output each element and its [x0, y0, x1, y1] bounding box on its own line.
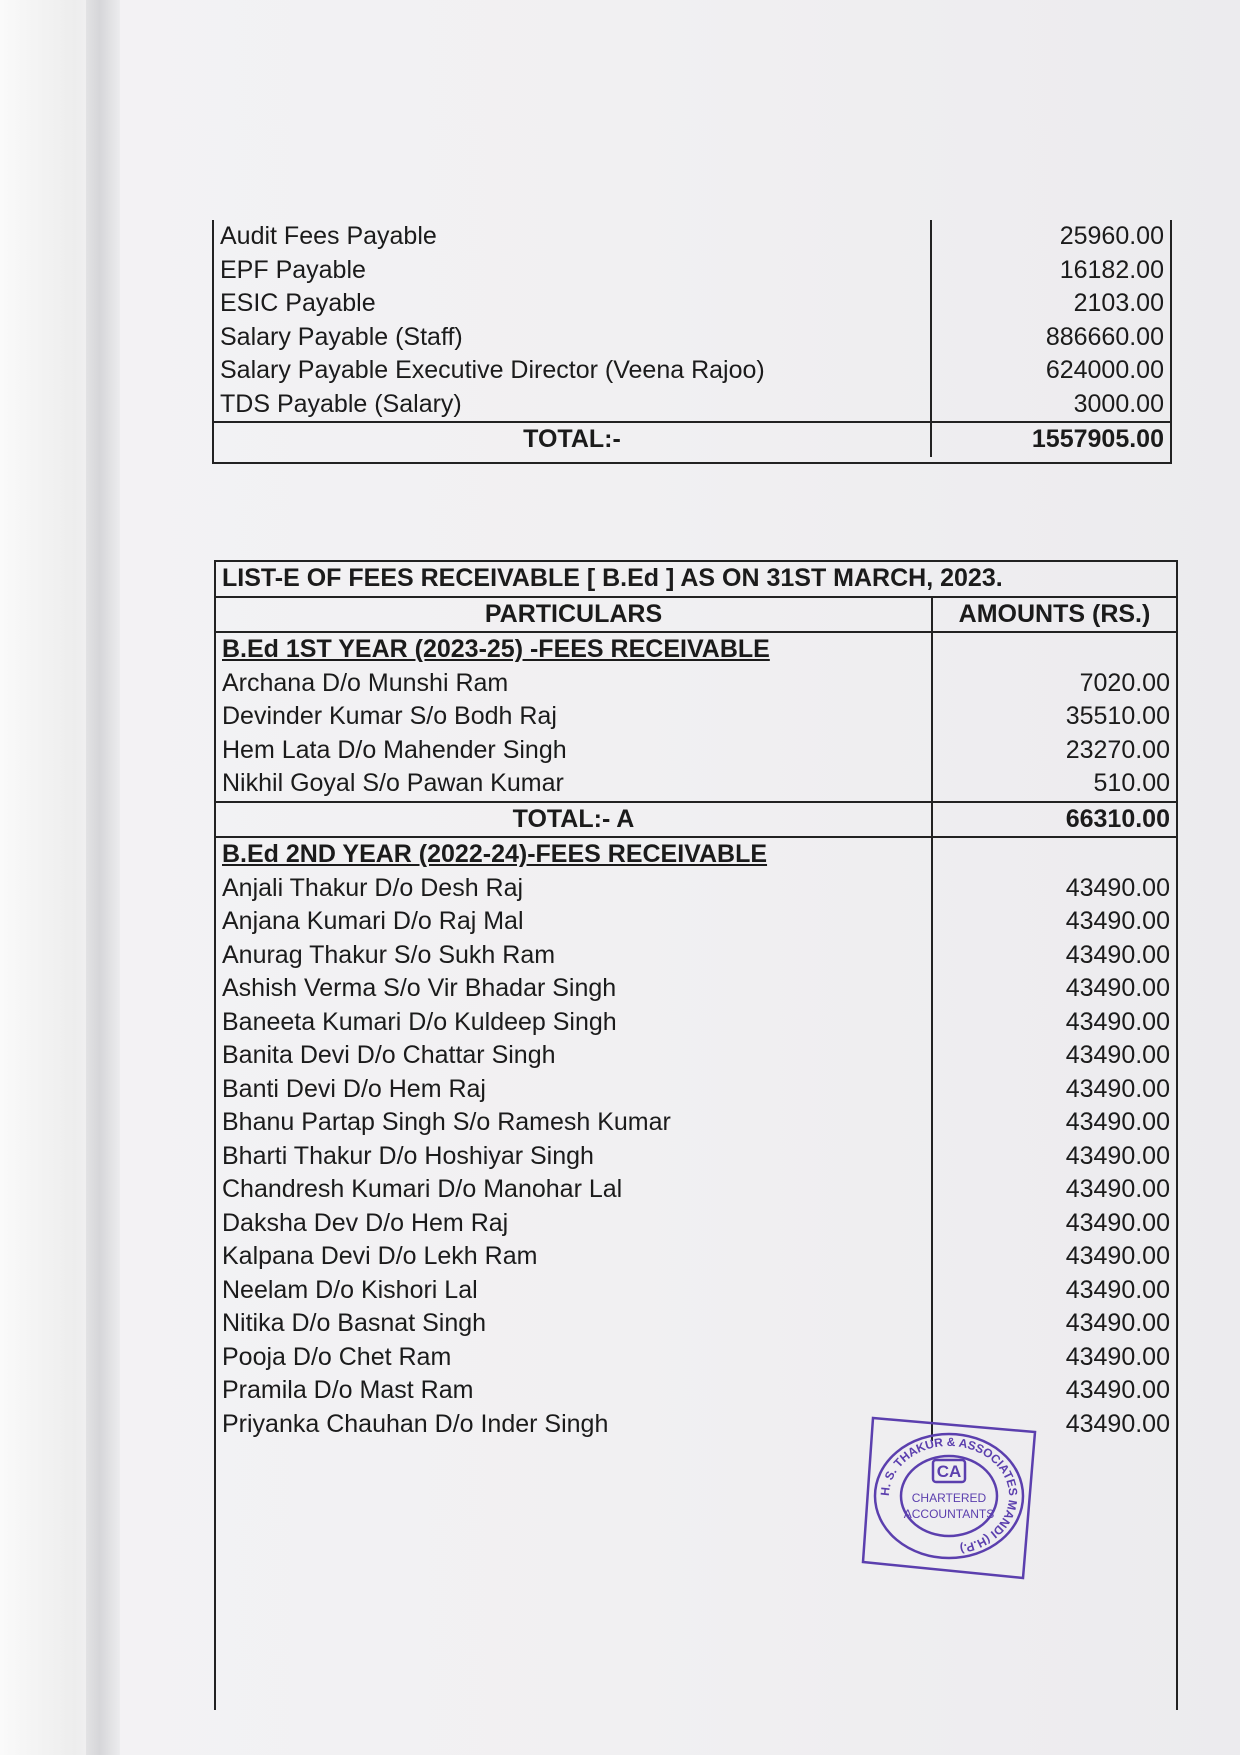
table-row-amount: 43490.00	[932, 1240, 1176, 1274]
chartered-accountant-stamp	[845, 1410, 1050, 1585]
first-year-heading-row-label: B.Ed 1ST YEAR (2023-25) -FEES RECEIVABLE	[216, 632, 932, 667]
stamp-line-2: ACCOUNTANTS	[903, 1507, 995, 1521]
table-row	[216, 1006, 1176, 1040]
table-row-label: Anjali Thakur D/o Desh Raj	[222, 873, 524, 902]
table-row-label: Priyanka Chauhan D/o Inder Singh	[222, 1409, 609, 1438]
second-year-heading-row-label: B.Ed 2ND YEAR (2022-24)-FEES RECEIVABLE	[216, 837, 932, 872]
stamp-graphic	[845, 1410, 1050, 1585]
table-row-amount: 43490.00	[932, 1073, 1176, 1107]
fees-grid	[216, 562, 1176, 1441]
table-row-label: Nitika D/o Basnat Singh	[222, 1309, 487, 1337]
table-row	[216, 1140, 1176, 1174]
table-row-amount: 43490.00	[932, 1106, 1176, 1140]
table-row	[216, 939, 1176, 973]
payables-total-row-label: TOTAL:-	[214, 422, 931, 457]
table-row-label: Pooja D/o Chet Ram	[222, 1342, 452, 1371]
table-row-label: Chandresh Kumari D/o Manohar Lal	[222, 1175, 623, 1203]
table-row-amount: 43490.00	[932, 872, 1176, 906]
table-row-label: Bhanu Partap Singh S/o Ramesh Kumar	[222, 1108, 671, 1136]
table-row	[216, 667, 1176, 701]
table-row-amount: 43490.00	[932, 1408, 1176, 1442]
table-row-label: Banti Devi D/o Hem Raj	[222, 1074, 486, 1103]
table-row	[216, 1073, 1176, 1107]
second-year-heading-row-amount	[932, 837, 1176, 872]
table-row-amount: 43490.00	[932, 939, 1176, 973]
table-row-amount: 43490.00	[932, 1274, 1176, 1308]
table-row-amount: 43490.00	[932, 1307, 1176, 1341]
table-row-label: Devinder Kumar S/o Bodh Raj	[222, 702, 557, 730]
table-row-amount: 43490.00	[932, 1341, 1176, 1375]
table-row	[216, 1274, 1176, 1308]
payables-table	[212, 220, 1172, 464]
table-row	[214, 220, 1170, 254]
table-row-amount: 43490.00	[932, 972, 1176, 1006]
table-row	[216, 700, 1176, 734]
table-row	[214, 287, 1170, 321]
first-year-heading-row-amount	[932, 632, 1176, 667]
table-row-label: Ashish Verma S/o Vir Bhadar Singh	[222, 974, 617, 1002]
table-row-label: Salary Payable Executive Director (Veena Rajoo)	[220, 356, 765, 384]
table-row	[214, 354, 1170, 388]
table-row-label: Salary Payable (Staff)	[220, 322, 463, 351]
payables-total-row	[214, 422, 1170, 457]
table-row	[214, 254, 1170, 288]
stamp-line-1: CHARTERED	[911, 1491, 987, 1505]
table-row-amount: 43490.00	[932, 1006, 1176, 1040]
first-year-total-row-amount: 66310.00	[932, 802, 1176, 838]
table-row-label: Baneeta Kumari D/o Kuldeep Singh	[222, 1007, 617, 1036]
table-row-amount: 35510.00	[932, 700, 1176, 734]
table-row	[216, 734, 1176, 768]
table-row-label: Kalpana Devi D/o Lekh Ram	[222, 1242, 538, 1270]
table-row-label: ESIC Payable	[220, 289, 376, 317]
table-row	[216, 1240, 1176, 1274]
table-row	[216, 905, 1176, 939]
table-row-amount: 43490.00	[932, 1207, 1176, 1241]
table-row-amount: 43490.00	[932, 1374, 1176, 1408]
list-title: LIST-E OF FEES RECEIVABLE [ B.Ed ] AS ON 31ST MARCH, 2023.	[222, 564, 1003, 592]
table-row-amount: 886660.00	[931, 321, 1170, 355]
table-row-amount: 43490.00	[932, 905, 1176, 939]
table-row-label: Daksha Dev D/o Hem Raj	[222, 1208, 509, 1237]
table-row-label: Nikhil Goyal S/o Pawan Kumar	[222, 769, 564, 797]
table-row-amount: 23270.00	[932, 734, 1176, 768]
table-row-amount: 2103.00	[931, 287, 1170, 321]
table-row-label: Anurag Thakur S/o Sukh Ram	[222, 940, 556, 969]
stamp-ring-text: H. S. THAKUR & ASSOCIATES MANDI (H.P.)	[877, 1434, 1021, 1557]
table-row-label: Banita Devi D/o Chattar Singh	[222, 1041, 556, 1069]
table-row	[214, 321, 1170, 355]
table-row	[216, 767, 1176, 802]
first-year-total-row-label: TOTAL:- A	[216, 802, 932, 838]
table-row-label: Pramila D/o Mast Ram	[222, 1376, 474, 1404]
table-row	[214, 388, 1170, 423]
column-header-particulars: PARTICULARS	[216, 597, 932, 633]
table-row-label: Bharti Thakur D/o Hoshiyar Singh	[222, 1141, 594, 1170]
table-row-label: Audit Fees Payable	[220, 222, 437, 250]
column-header-amounts: AMOUNTS (RS.)	[932, 597, 1176, 633]
table-row	[216, 1207, 1176, 1241]
table-row-amount: 16182.00	[931, 254, 1170, 288]
payables-grid	[214, 220, 1170, 457]
table-row-amount: 624000.00	[931, 354, 1170, 388]
table-row-amount: 43490.00	[932, 1039, 1176, 1073]
table-row	[216, 1173, 1176, 1207]
table-row-amount: 43490.00	[932, 1173, 1176, 1207]
table-row-amount: 25960.00	[931, 220, 1170, 254]
table-row-amount: 510.00	[932, 767, 1176, 802]
table-row-label: TDS Payable (Salary)	[220, 389, 462, 418]
table-row	[216, 1374, 1176, 1408]
table-row-amount: 7020.00	[932, 667, 1176, 701]
table-row-label: Archana D/o Munshi Ram	[222, 668, 509, 697]
second-year-heading-row	[216, 837, 1176, 872]
table-row-label: EPF Payable	[220, 255, 366, 284]
table-row	[216, 1039, 1176, 1073]
table-row	[216, 972, 1176, 1006]
binding-shadow	[86, 0, 120, 1755]
payables-total-row-amount: 1557905.00	[931, 422, 1170, 457]
table-row-amount: 3000.00	[931, 388, 1170, 423]
first-year-heading-row	[216, 632, 1176, 667]
table-row	[216, 1106, 1176, 1140]
first-year-total-row	[216, 802, 1176, 838]
table-row-amount: 43490.00	[932, 1140, 1176, 1174]
table-row	[216, 872, 1176, 906]
table-row	[216, 1307, 1176, 1341]
table-row-label: Anjana Kumari D/o Raj Mal	[222, 907, 524, 935]
stamp-logo-text: CA	[936, 1462, 962, 1481]
table-row	[216, 1341, 1176, 1375]
table-row-label: Hem Lata D/o Mahender Singh	[222, 735, 567, 764]
table-row-label: Neelam D/o Kishori Lal	[222, 1275, 478, 1304]
